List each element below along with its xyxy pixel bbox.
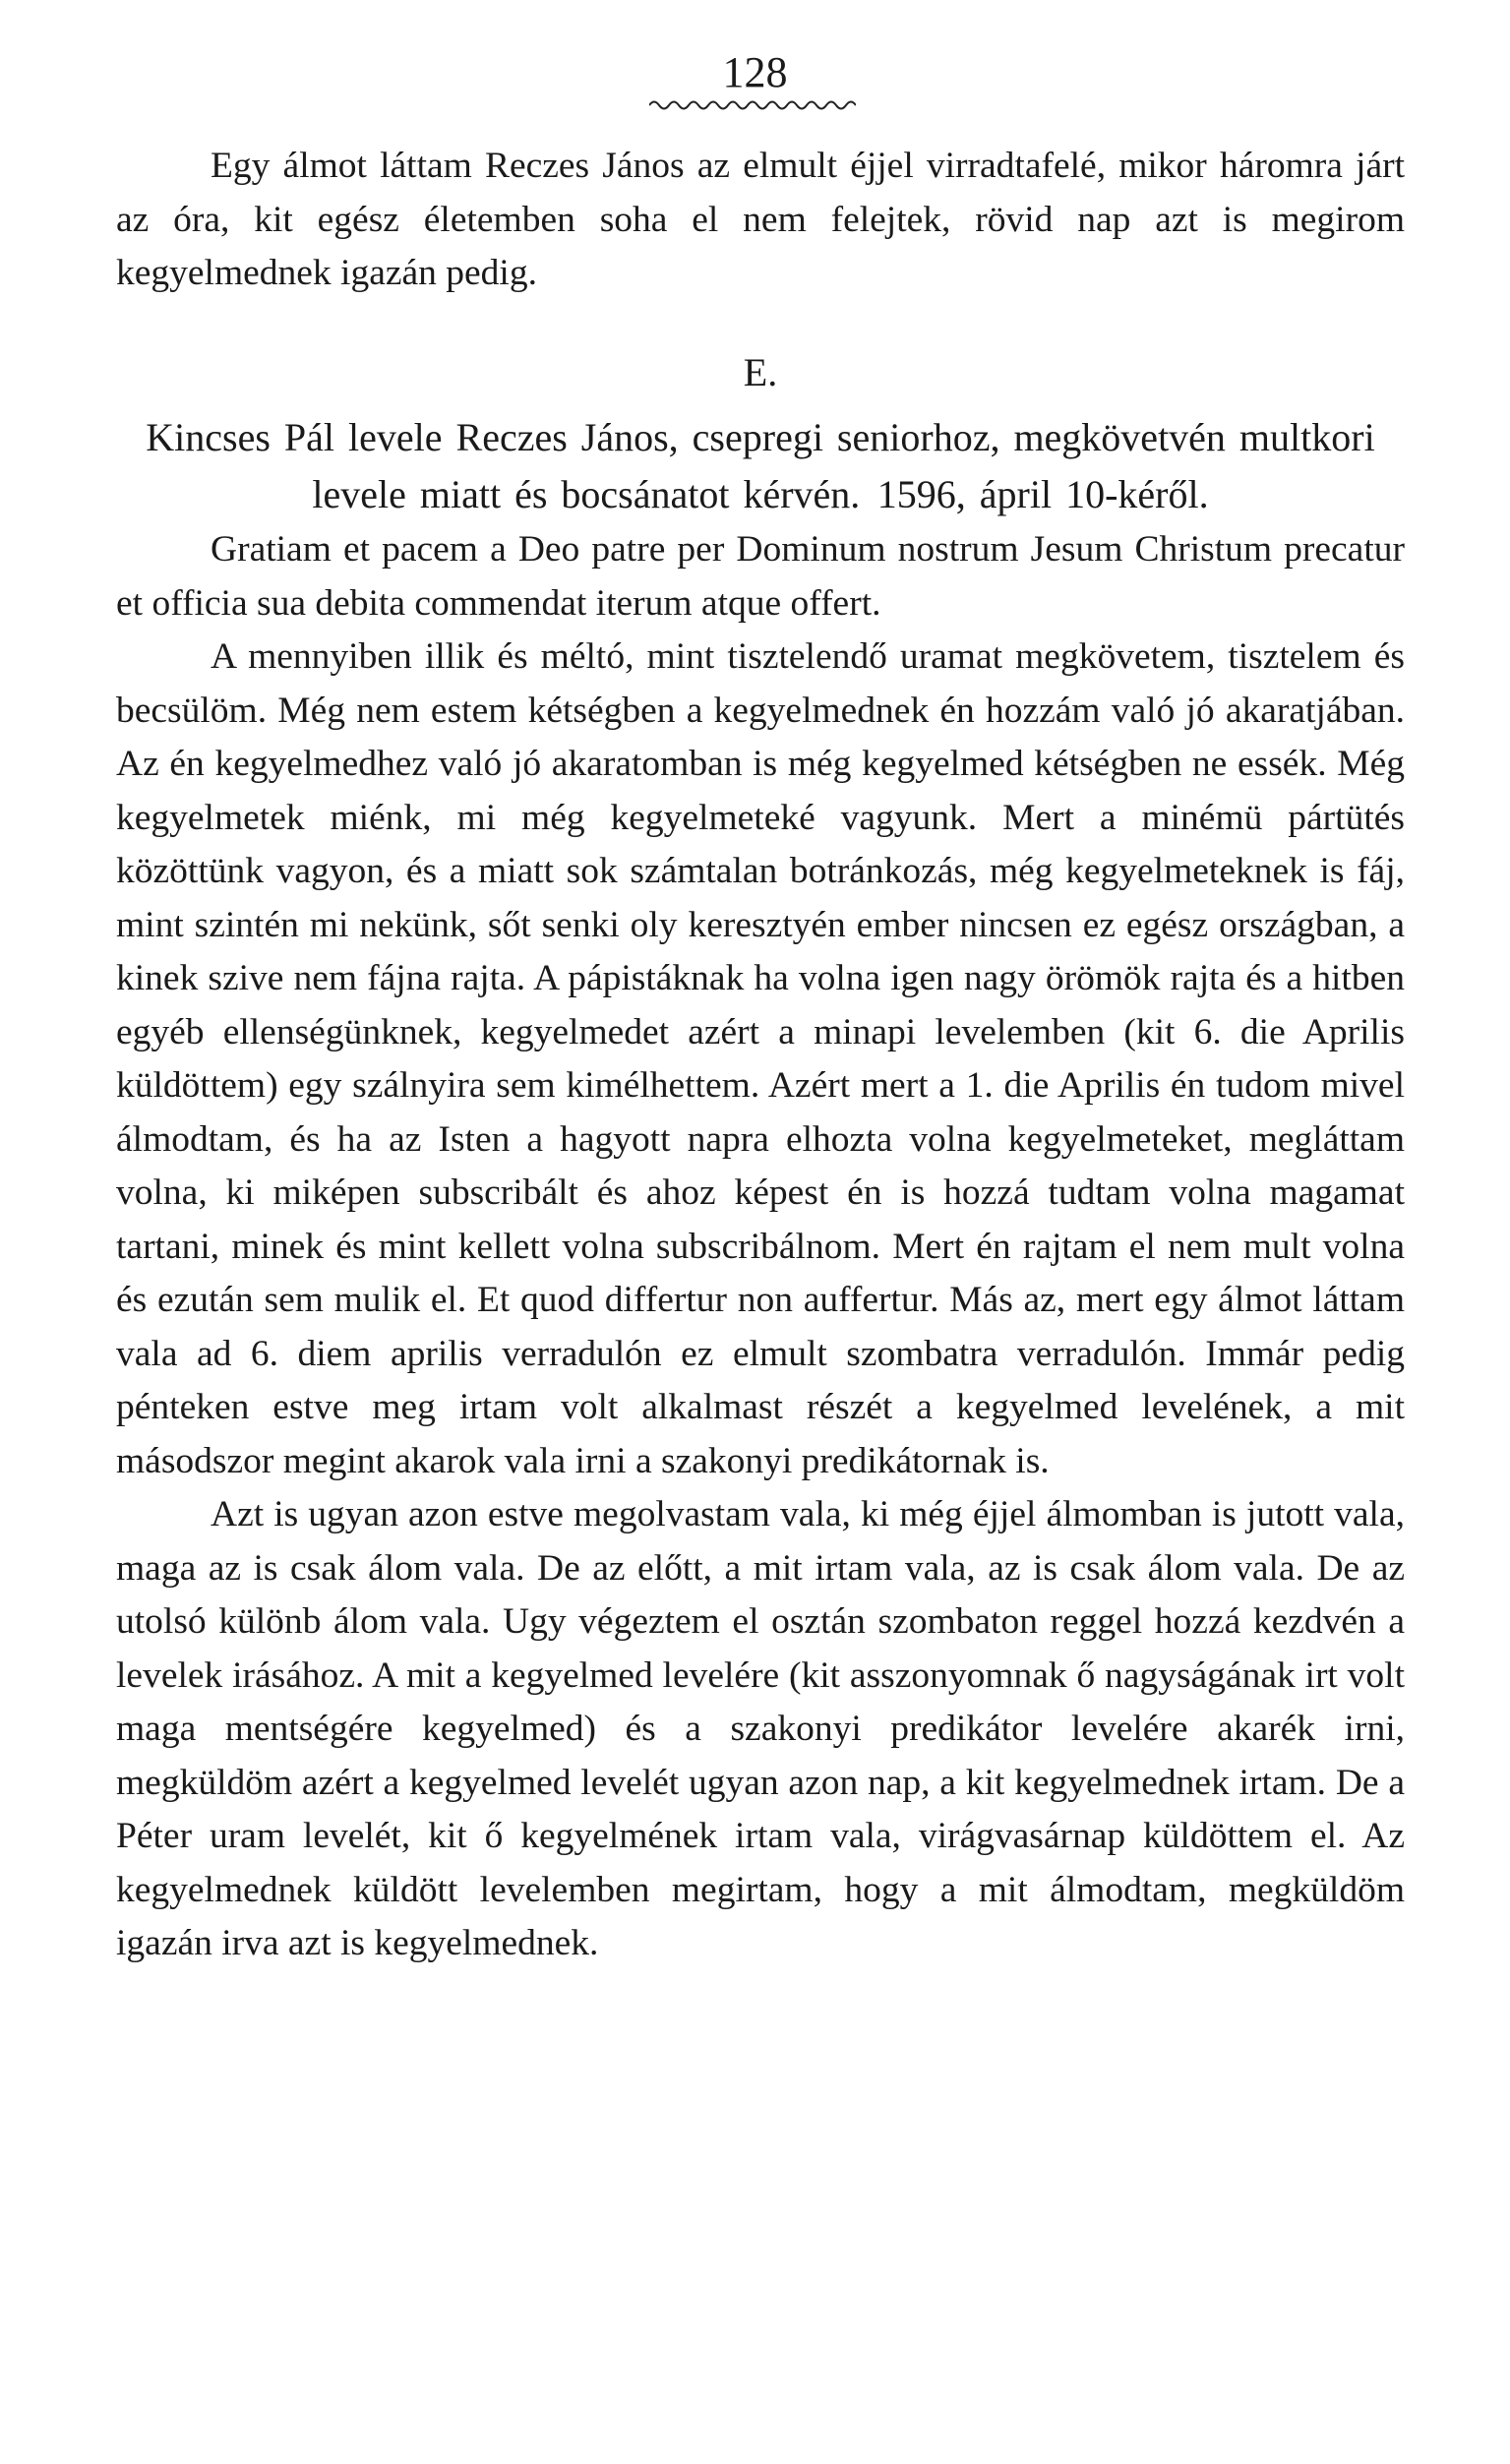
body-paragraph-closing: Azt is ugyan azon estve megolvastam vala, ki még éjjel álmomban is jutott vala, maga az is csak álom vala. De az előtt, a mit irtam vala, az is csak álom vala. De az utolsó különb álom vala. Ugy végeztem el osztán szombaton reggel hozzá kezdvén a levelek irásához. A mit a kegyelmed levelére (kit asszonyomnak ő nagyságának irt volt maga mentségére kegyelmed) és a szakonyi predikátor levelére akarék irni, megküldöm azért a kegyelmed levelét ugyan azon nap, a kit kegyelmednek irtam. De a Péter uram levelét, kit ő kegyelmének irtam vala, virágvasárnap küldöttem el. Az kegyelmednek küldött levelemben megirtam, hogy a mit álmodtam, megküldöm igazán irva azt is kegyelmednek. [116,1494,1405,1963]
body-paragraph-latin: Gratiam et pacem a Deo patre per Dominum nostrum Jesum Christum precatur et officia sua debita commendat iterum atque offert. [116,529,1405,624]
letter-date: 1596, ápril 10-kéről. [876,472,1209,516]
intro-paragraph: Egy álmot láttam Reczes János az elmult éjjel virradtafelé, mikor háromra járt az óra, kit egész életemben soha el nem felejtek, rövid nap azt is megirom kegyelmednek igazán pedig. [116,146,1405,293]
ornamental-rule [649,96,856,114]
letter-heading [116,409,1405,523]
section-letter: E. [743,349,778,394]
page-text [116,140,1405,1971]
letter-title: Kincses Pál levele Reczes János, csepregi seniorhoz, megkövetvén multkori levele miatt és bocsánatot kérvén. [146,415,1375,516]
page-number: 128 [722,48,788,96]
body-paragraph-main: A mennyiben illik és méltó, mint tisztelendő uramat megkövetem, tisztelem és becsülöm. Még nem estem kétségben a kegyelmednek én hozzám való jó akaratjában. Az én kegyelmedhez való jó akaratomban is még kegyelmed kétségben ne essék. Még kegyelmetek miénk, mi még kegyelmeteké vagyunk. Mert a minémü pártütés közöttünk vagyon, és a miatt sok számtalan botránkozás, még kegyelmeteknek is fáj, mint szintén mi nekünk, sőt senki oly keresztyén ember nincsen ez egész országban, a kinek szive nem fájna rajta. A pápistáknak ha volna igen nagy örömök rajta és a hitben egyéb ellenségünknek, kegyelmedet azért a minapi levelemben (kit 6. die Aprilis küldöttem) egy szálnyira sem kimélhettem. Azért mert a 1. die Aprilis én tudom mivel álmodtam, és ha az Isten a hagyott napra elhozta volna kegyelmeteket, megláttam volna, ki miképen subscribált és ahoz képest én is hozzá tudtam volna magamat tartani, minek és mint kellett volna subscribálnom. Mert én rajtam el nem mult volna és ezután sem mulik el. Et quod differtur non auffertur. Más az, mert egy álmot láttam vala ad 6. diem aprilis verradulón ez elmult szombatra verradulón. Immár pedig pénteken estve meg irtam volt alkalmast részét a kegyelmed levelének, a mit másodszor megint akarok vala irni a szakonyi predikátornak is. [116,636,1405,1481]
